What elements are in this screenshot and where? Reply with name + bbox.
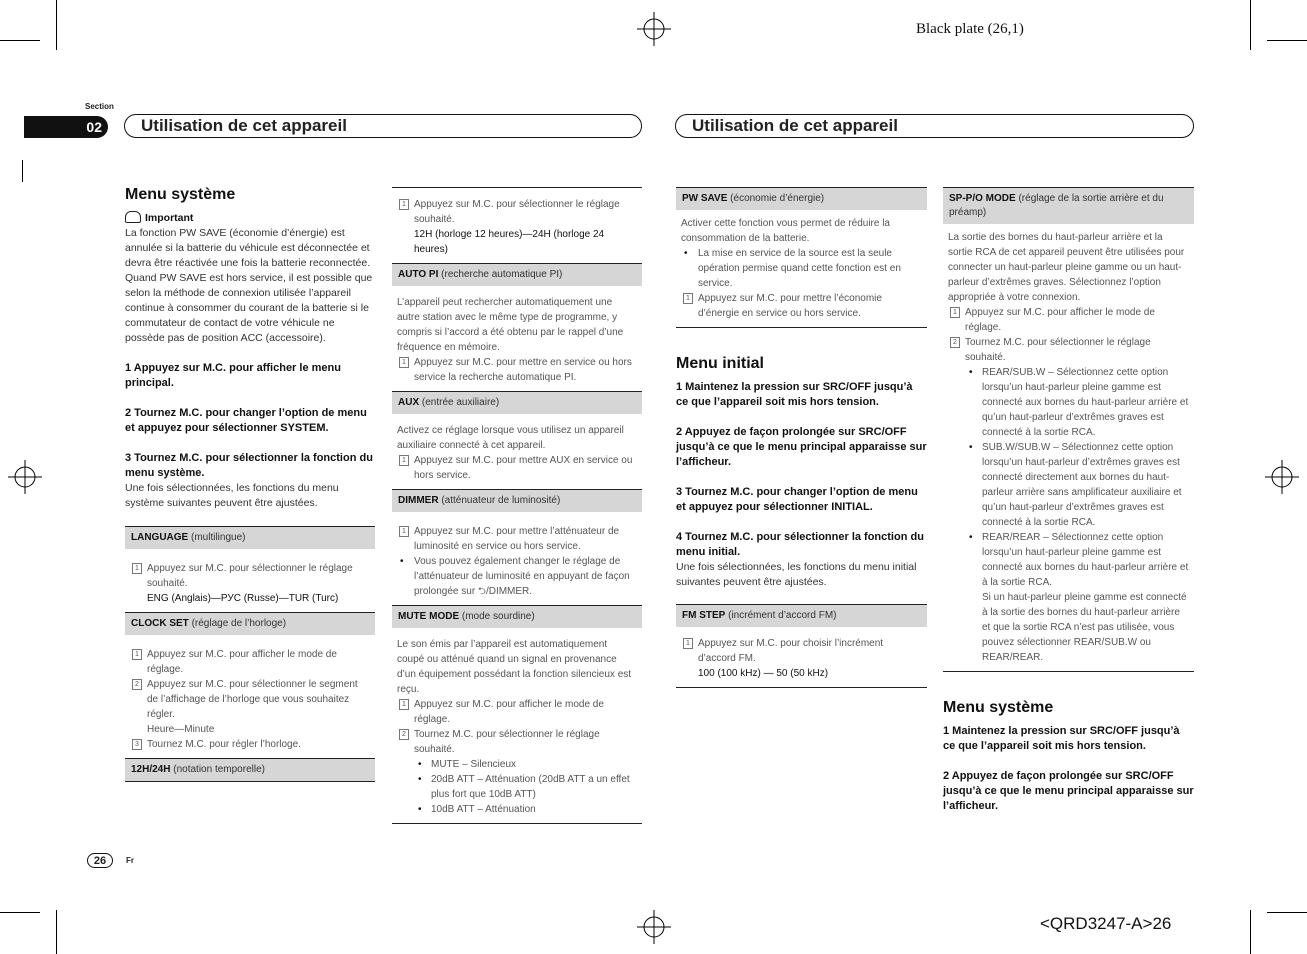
list-item: 1 Appuyez sur M.C. pour sélectionner le réglage souhaité. (130, 561, 370, 591)
setting-body (392, 512, 642, 605)
option-item: • 10dB ATT – Atténuation (397, 802, 637, 817)
setting-body (125, 549, 375, 612)
setting-box-12h24h (125, 759, 375, 782)
setting-description: L’appareil peut rechercher automatiquement une autre station avec le même type de programme, y compris si l’accord a été obtenu par le rappel d’une fréquence en mémoire. (397, 297, 624, 353)
column-2 (392, 187, 642, 824)
option-item: • REAR/REAR – Sélectionnez cette option lorsqu’un haut-parleur pleine gamme est connecté aux bornes du haut-parleur arrière et à la sortie RCA. (948, 530, 1189, 590)
bullet-item: • La mise en service de la source est la seule opération permise quand cette fonction est en service. (681, 246, 922, 291)
setting-body (392, 628, 642, 823)
option-note: Si un haut-parleur pleine gamme est connecté à la sortie des bornes du haut-parleur arrière et que la sortie RCA n’est pas utilisée, vous pouvez sélectionner REAR/SUB.W ou REAR/REAR. (982, 592, 1187, 663)
setting-header: MUTE MODE (mode sourdine) (392, 606, 642, 628)
option-item: • MUTE – Silencieux (397, 757, 637, 772)
page-header-right: Utilisation de cet appareil (675, 114, 1194, 138)
setting-body (392, 414, 642, 489)
list-item: 1 Appuyez sur M.C. pour afficher le mode de réglage. (948, 305, 1189, 335)
list-item: 1 Appuyez sur M.C. pour mettre en service ou hors service la recherche automatique PI. (397, 355, 637, 385)
setting-box-fmstep (676, 604, 927, 688)
crop-mark (0, 40, 40, 41)
step: 4 Tournez M.C. pour sélectionner la fonction du menu initial. (676, 531, 924, 558)
step: 1 Maintenez la pression sur SRC/OFF jusqu’à ce que l’appareil soit mis hors tension. (676, 381, 913, 408)
list-item: 1 Appuyez sur M.C. pour mettre AUX en service ou hors service. (397, 453, 637, 483)
setting-description: La sortie des bornes du haut-parleur arrière et la sortie RCA de cet appareil peuvent être utilisées pour connecter un haut-parleur pleine gamme ou un haut-parleur d’extrêmes graves. Sélectionnez l’option appropriée à votre connexion. (948, 232, 1185, 303)
setting-header: LANGUAGE (multilingue) (125, 527, 375, 549)
option-item: • REAR/SUB.W – Sélectionnez cette option lorsqu’un haut-parleur pleine gamme est connecté aux bornes du haut-parleur arrière et qu’un haut-parleur d’extrêmes graves est connecté à la sortie RCA. (948, 365, 1189, 440)
setting-body (125, 635, 375, 758)
setting-box-dimmer (392, 490, 642, 606)
step-note: Une fois sélectionnées, les fonctions du menu système suivantes peuvent être ajustées. (125, 482, 339, 509)
registration-mark-icon (637, 910, 671, 944)
section-title: Menu initial (676, 355, 764, 372)
setting-header: CLOCK SET (réglage de l’horloge) (125, 613, 375, 635)
list-item: 2 Tournez M.C. pour sélectionner le réglage souhaité. (948, 335, 1189, 365)
list-item: 1 Appuyez sur M.C. pour mettre l’économie d’énergie en service ou hors service. (681, 291, 922, 321)
setting-header: FM STEP (incrément d’accord FM) (676, 605, 927, 627)
registration-mark-icon (1265, 460, 1299, 494)
setting-header: AUX (entrée auxiliaire) (392, 392, 642, 414)
setting-description: Activer cette fonction vous permet de réduire la consommation de la batterie. (681, 218, 890, 244)
step: 1 Maintenez la pression sur SRC/OFF jusqu’à ce que l’appareil soit mis hors tension. (943, 725, 1180, 752)
important-heading: Important (125, 211, 375, 226)
setting-body (676, 210, 927, 327)
step: 1 Appuyez sur M.C. pour afficher le menu principal. (125, 362, 341, 389)
language-label: Fr (126, 856, 134, 865)
step: 2 Tournez M.C. pour changer l’option de menu et appuyez pour sélectionner SYSTEM. (125, 407, 367, 434)
setting-header: SP-P/O MODE (réglage de la sortie arrière et du préamp) (943, 188, 1194, 224)
crop-mark (56, 0, 57, 50)
step-note: Une fois sélectionnées, les fonctions du menu initial suivantes peuvent être ajustées. (676, 561, 917, 588)
step: 3 Tournez M.C. pour changer l’option de menu et appuyez pour sélectionner INITIAL. (676, 486, 918, 513)
step: 2 Appuyez de façon prolongée sur SRC/OFF jusqu’à ce que le menu principal apparaisse sur l’afficheur. (943, 770, 1194, 812)
list-item: 1 Appuyez sur M.C. pour afficher le mode de réglage. (130, 647, 370, 677)
bullet-item: • Vous pouvez également changer le réglage de l’atténuateur de luminosité en appuyant de façon prolongée sur ⮌/DIMMER. (397, 554, 637, 599)
important-icon (125, 211, 141, 223)
section-number: 02 (24, 116, 108, 138)
setting-box-sppo (943, 187, 1194, 672)
crop-mark (1250, 910, 1251, 954)
option-list: 12H (horloge 12 heures)—24H (horloge 24 heures) (414, 229, 605, 255)
crop-mark (56, 910, 57, 954)
list-item: 1 Appuyez sur M.C. pour afficher le mode de réglage. (397, 697, 637, 727)
option-list: ENG (Anglais)—РУС (Russe)—TUR (Turc) (147, 593, 339, 604)
step: 2 Appuyez de façon prolongée sur SRC/OFF jusqu’à ce que le menu principal apparaisse sur l’afficheur. (676, 426, 927, 468)
plate-label: Black plate (26,1) (916, 21, 1024, 37)
list-item: 1 Appuyez sur M.C. pour choisir l’incrément d’accord FM. (681, 636, 922, 666)
column-4 (943, 187, 1194, 814)
document-code: <QRD3247-A>26 (1040, 914, 1172, 933)
setting-body (676, 627, 927, 687)
setting-box-aux (392, 392, 642, 490)
setting-body (392, 286, 642, 391)
section-title: Menu système (125, 186, 236, 203)
page-header-left: Utilisation de cet appareil (124, 114, 642, 138)
crop-mark (1267, 912, 1307, 913)
setting-body (392, 188, 642, 263)
page-number: 26 (87, 853, 113, 868)
option-list: 100 (100 kHz) — 50 (50 kHz) (698, 668, 829, 679)
list-item: 1 Appuyez sur M.C. pour mettre l’atténuateur de luminosité en service ou hors service. (397, 524, 637, 554)
setting-box-autopi (392, 263, 642, 392)
setting-header: DIMMER (atténuateur de luminosité) (392, 490, 642, 512)
option-list: Heure—Minute (147, 724, 215, 735)
setting-box-mute (392, 606, 642, 824)
crop-mark (1267, 40, 1307, 41)
crop-mark (1250, 0, 1251, 50)
column-3 (676, 187, 927, 688)
important-text: La fonction PW SAVE (économie d’énergie) est annulée si la batterie du véhicule est déconnectée et devra être réactivée une fois la batterie reconnectée. Quand PW SAVE est hors service, il est possible que selon la méthode de connexion utilisée l’appareil continue à consommer du courant de la batterie si le commutateur de contact de votre véhicule ne possède pas de position ACC (accessoire). (125, 227, 373, 344)
step: 3 Tournez M.C. pour sélectionner la fonction du menu système. (125, 452, 373, 479)
setting-header: AUTO PI (recherche automatique PI) (392, 264, 642, 286)
setting-box-language (125, 526, 375, 613)
list-item: 1 Appuyez sur M.C. pour sélectionner le réglage souhaité. (397, 197, 637, 227)
crop-mark (22, 160, 23, 182)
setting-description: Activez ce réglage lorsque vous utilisez un appareil auxiliaire connecté à cet appareil. (397, 425, 624, 451)
section-label: Section (85, 102, 114, 111)
setting-header: PW SAVE (économie d’énergie) (676, 188, 927, 210)
setting-body (943, 224, 1194, 671)
option-item: • 20dB ATT – Atténuation (20dB ATT a un effet plus fort que 10dB ATT) (397, 772, 637, 802)
list-item: 3 Tournez M.C. pour régler l’horloge. (130, 737, 370, 752)
section-title: Menu système (943, 699, 1054, 716)
setting-header: 12H/24H (notation temporelle) (125, 759, 375, 781)
setting-box-pwsave (676, 187, 927, 328)
crop-mark (0, 912, 40, 913)
list-item: 2 Appuyez sur M.C. pour sélectionner le segment de l’affichage de l’horloge que vous souhaitez régler. (130, 677, 370, 722)
registration-mark-icon (637, 12, 671, 46)
setting-description: Le son émis par l’appareil est automatiquement coupé ou atténué quand un signal en provenance d’un équipement possédant la fonction silencieux est reçu. (397, 639, 632, 695)
registration-mark-icon (8, 460, 42, 494)
setting-box-clock (125, 613, 375, 759)
option-item: • SUB.W/SUB.W – Sélectionnez cette option lorsqu’un haut-parleur d’extrêmes graves est connecté directement aux bornes du haut-parleur arrière sans amplificateur auxiliaire et qu’un haut-parleur d’extrêmes graves est connecté à la sortie RCA. (948, 440, 1189, 530)
column-1 (125, 185, 375, 782)
list-item: 2 Tournez M.C. pour sélectionner le réglage souhaité. (397, 727, 637, 757)
